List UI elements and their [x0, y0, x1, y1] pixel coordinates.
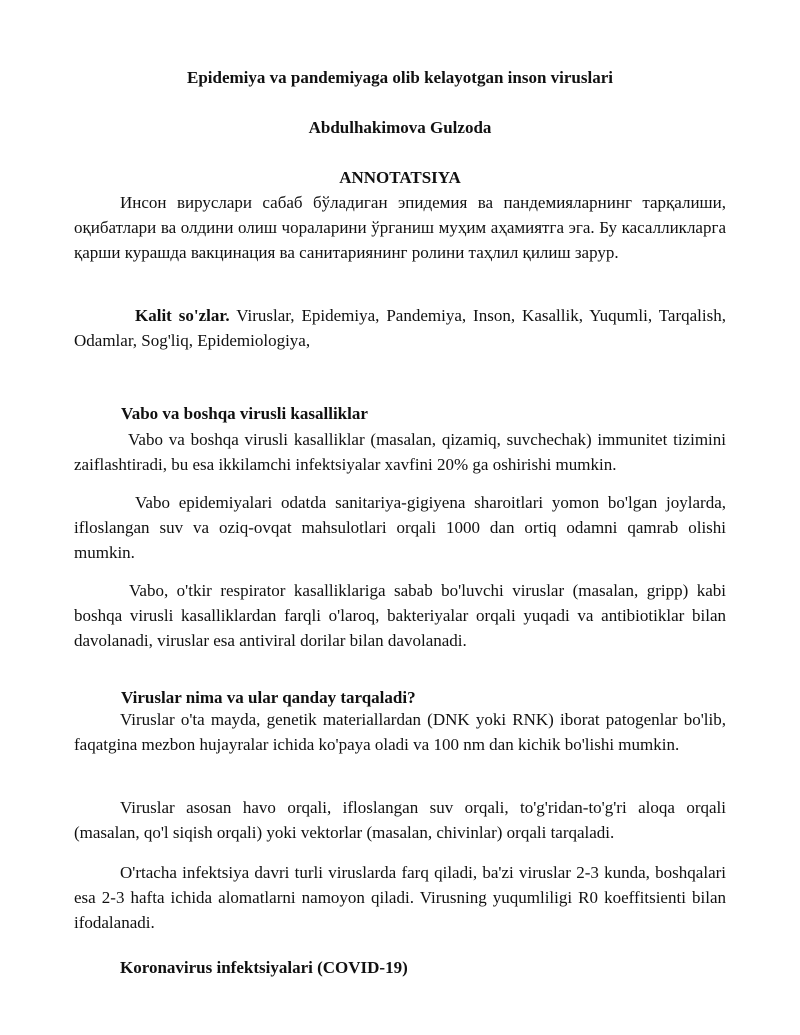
section-paragraph: Vabo epidemiyalari odatda sanitariya-gigiyena sharoitlari yomon bo'lgan joylarda, ifloslangan suv va oziq-ovqat mahsulotlari orqali 1000 dan ortiq odamni qamrab olishi mumkin.	[74, 493, 726, 562]
section-paragraph: O'rtacha infektsiya davri turli viruslarda farq qiladi, ba'zi viruslar 2-3 kunda, boshqalari esa 2-3 hafta ichida alomatlarni namoyon qiladi. Virusning yuqumliligi R0 koeffitsienti bilan ifodalanadi.	[74, 863, 726, 932]
section-heading: Viruslar nima va ular qanday tarqaladi?	[121, 688, 416, 707]
section-paragraph: Viruslar o'ta mayda, genetik materiallardan (DNK yoki RNK) iborat patogenlar bo'lib, faqatgina mezbon hujayralar ichida ko'paya oladi va 100 nm dan kichik bo'lishi mumkin.	[74, 710, 726, 754]
author-name: Abdulhakimova Gulzoda	[308, 118, 492, 137]
document-title: Epidemiya va pandemiyaga olib kelayotgan inson viruslari	[186, 68, 613, 87]
section-paragraph: Viruslar asosan havo orqali, ifloslangan suv orqali, to'g'ridan-to'g'ri aloqa orqali (masalan, qo'l siqish orqali) yoki vektorlar (masalan, chivinlar) orqali tarqaladi.	[74, 798, 726, 842]
abstract-heading: ANNOTATSIYA	[339, 168, 461, 187]
keywords-label: Kalit so'zlar.	[135, 306, 230, 325]
keywords-list: Viruslar, Epidemiya, Pandemiya, Inson, Kasallik, Yuqumli, Tarqalish, Odamlar, Sog'liq, Epidemiologiya,	[74, 306, 726, 350]
keywords-paragraph	[74, 303, 726, 353]
section-heading: Vabo va boshqa virusli kasalliklar	[121, 404, 368, 423]
section-paragraph: Vabo, o'tkir respirator kasalliklariga sabab bo'luvchi viruslar (masalan, gripp) kabi boshqa virusli kasalliklardan farqli o'laroq, bakteriyalar orqali yuqadi va antibiotiklar bilan davolanadi, viruslar esa antiviral dorilar bilan davolanadi.	[74, 581, 726, 650]
abstract-paragraph: Инсон вируслари сабаб бўладиган эпидемия ва пандемияларнинг тарқалиши, оқибатлари ва олдини олиш чораларини ўрганиш муҳим аҳамиятга эга. Бу касалликларга қарши курашда вакцинация ва санитариянинг ролини таҳлил қилиш зарур.	[74, 193, 726, 262]
section-paragraph: Vabo va boshqa virusli kasalliklar (masalan, qizamiq, suvchechak) immunitet tizimini zaiflashtiradi, bu esa ikkilamchi infektsiyalar xavfini 20% ga oshirishi mumkin.	[74, 430, 726, 474]
section-heading: Koronavirus infektsiyalari (COVID-19)	[120, 958, 408, 977]
